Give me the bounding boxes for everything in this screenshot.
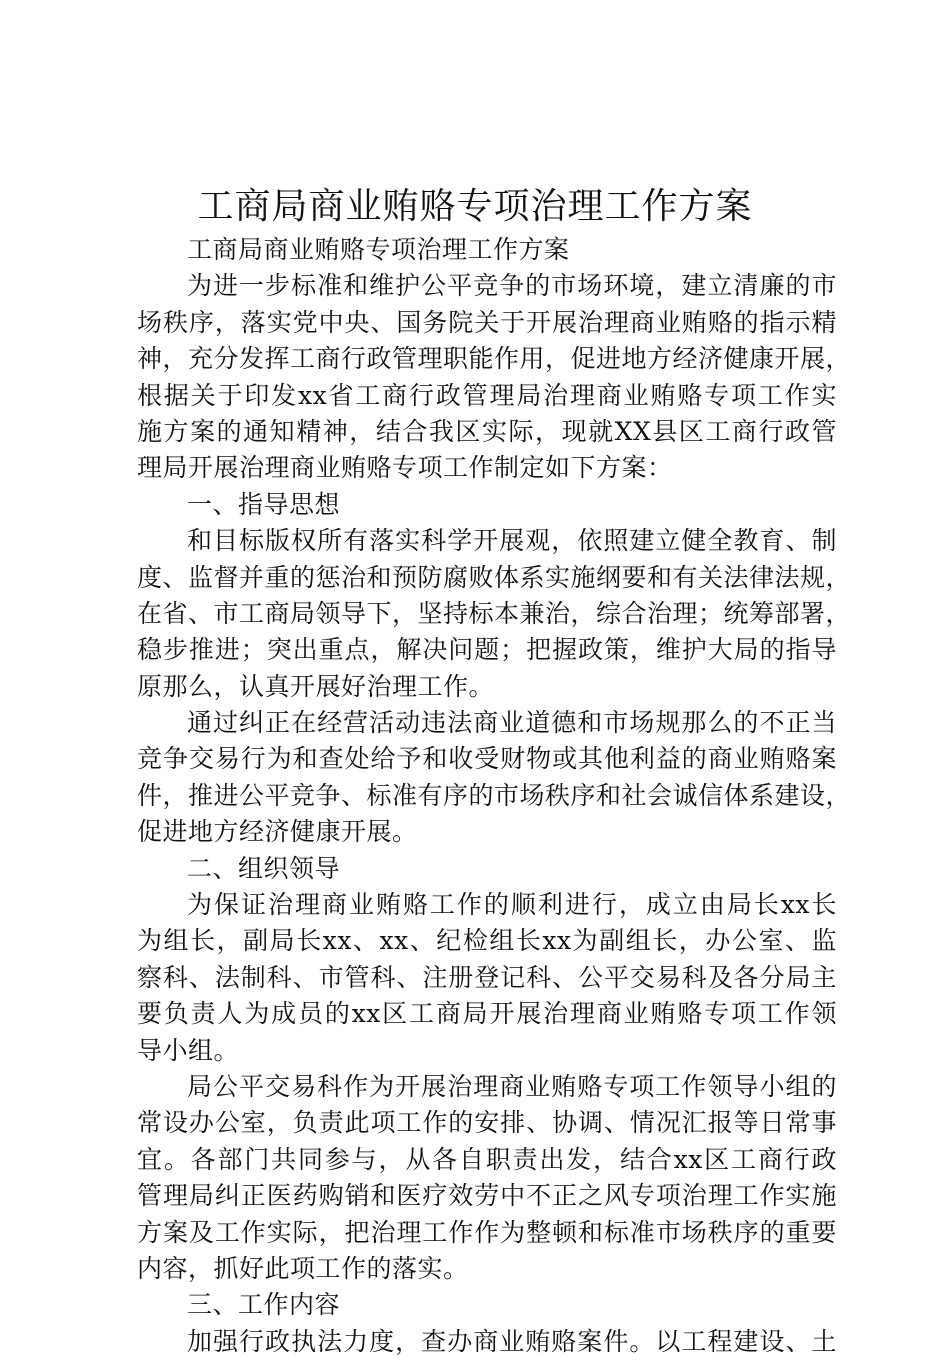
body-line: 为组长，副局长xx、xx、纪检组长xx为副组长，办公室、监	[137, 926, 837, 956]
body-line: 通过纠正在经营活动违法商业道德和市场规那么的不正当	[187, 708, 837, 738]
body-line: 二、组织领导	[187, 853, 341, 883]
body-line: 促进地方经济健康开展。	[137, 817, 418, 847]
body-line: 件，推进公平竞争、标准有序的市场秩序和社会诚信体系建设，	[137, 780, 852, 810]
body-line: 管理局纠正医药购销和医疗效劳中不正之风专项治理工作实施	[137, 1181, 837, 1211]
body-line: 神，充分发挥工商行政管理职能作用，促进地方经济健康开展，	[137, 344, 852, 374]
body-line: 根据关于印发xx省工商行政管理局治理商业贿赂专项工作实	[137, 380, 837, 410]
document-title: 工商局商业贿赂专项治理工作方案	[197, 186, 753, 227]
body-line: 度、监督并重的惩治和预防腐败体系实施纲要和有关法律法规，	[137, 562, 852, 592]
body-line: 为进一步标准和维护公平竞争的市场环境，建立清廉的市	[187, 271, 837, 301]
body-line: 竞争交易行为和查处给予和收受财物或其他利益的商业贿赂案	[137, 744, 837, 774]
body-line: 内容，抓好此项工作的落实。	[137, 1253, 469, 1283]
body-line: 宜。各部门共同参与，从各自职责出发，结合xx区工商行政	[137, 1144, 837, 1174]
body-line: 方案及工作实际，把治理工作作为整顿和标准市场秩序的重要	[137, 1217, 837, 1247]
body-line: 为保证治理商业贿赂工作的顺利进行，成立由局长xx长	[187, 890, 837, 920]
body-line: 常设办公室，负责此项工作的安排、协调、情况汇报等日常事	[137, 1108, 837, 1138]
body-line: 三、工作内容	[187, 1290, 341, 1320]
body-line: 要负责人为成员的xx区工商局开展治理商业贿赂专项工作领	[137, 999, 837, 1029]
body-line: 导小组。	[137, 1035, 240, 1065]
body-line: 在省、市工商局领导下，坚持标本兼治，综合治理；统筹部署，	[137, 598, 852, 628]
body-line: 工商局商业贿赂专项治理工作方案	[187, 235, 570, 264]
body-line: 一、指导思想	[187, 489, 341, 519]
body-line: 场秩序，落实党中央、国务院关于开展治理商业贿赂的指示精	[137, 307, 837, 337]
body-line: 施方案的通知精神，结合我区实际，现就XX县区工商行政管	[137, 416, 837, 446]
body-line: 稳步推进；突出重点，解决问题；把握政策，维护大局的指导	[137, 635, 837, 665]
body-line: 局公平交易科作为开展治理商业贿赂专项工作领导小组的	[187, 1071, 837, 1101]
body-line: 原那么，认真开展好治理工作。	[137, 671, 495, 701]
body-line: 和目标版权所有落实科学开展观，依照建立健全教育、制	[187, 526, 837, 556]
body-line: 理局开展治理商业贿赂专项工作制定如下方案：	[137, 453, 673, 483]
body-line: 察科、法制科、市管科、注册登记科、公平交易科及各分局主	[137, 962, 837, 992]
body-line: 加强行政执法力度，查办商业贿赂案件。以工程建设、土	[187, 1326, 837, 1356]
document-body	[137, 232, 852, 1360]
